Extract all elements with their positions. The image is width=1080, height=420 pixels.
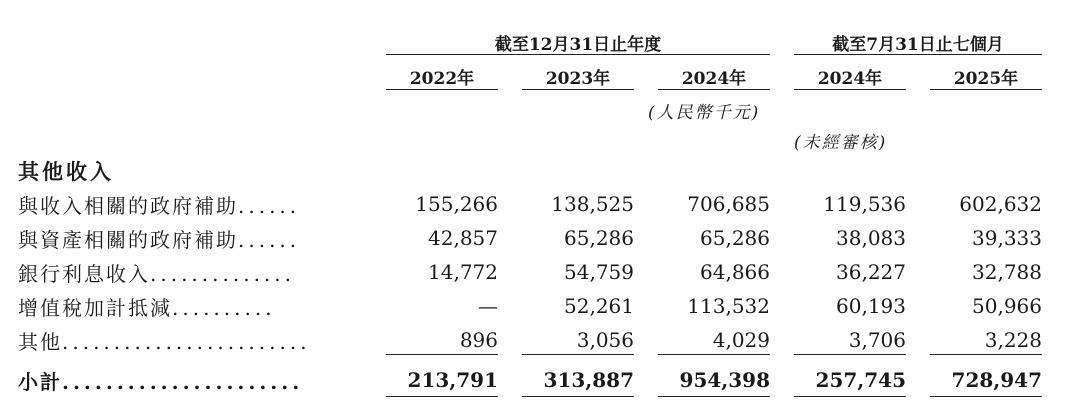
leader-dots: .............. (150, 262, 296, 286)
table-cell: 706,685 (687, 192, 770, 216)
table-cell: 3,056 (576, 328, 634, 352)
group-header-seven-months-rule (794, 54, 1042, 55)
group-header-fiscal-year: 截至12月31日止年度 (494, 35, 662, 55)
row-label-text: 與收入相關的政府補助 (18, 194, 238, 218)
subtotal-rule-top (658, 354, 770, 355)
table-cell: 113,532 (687, 294, 770, 318)
table-cell: — (478, 294, 498, 318)
table-cell: 54,759 (564, 260, 634, 284)
year-rule-1 (386, 89, 498, 90)
leader-dots: ...... (238, 194, 301, 218)
subtotal-rule-top (794, 354, 906, 355)
year-rule-4 (794, 89, 906, 90)
table-cell: 65,286 (700, 226, 770, 250)
year-rule-3 (658, 89, 770, 90)
group-header-fiscal-year-rule (386, 54, 770, 55)
leader-dots: .......... (172, 296, 276, 320)
table-cell: 3,228 (984, 328, 1042, 352)
section-title: 其他收入 (18, 159, 114, 184)
subtotal-rule-bottom (930, 396, 1042, 397)
leader-dots: ........................ (62, 330, 311, 354)
subtotal-rule-top (386, 354, 498, 355)
row-label-text: 銀行利息收入 (18, 262, 150, 286)
subtotal-cell: 257,745 (815, 368, 906, 392)
leader-dots: ...................... (62, 370, 304, 394)
table-cell: 155,266 (415, 192, 498, 216)
row-label-text: 增值稅加計抵減 (18, 296, 172, 320)
table-cell: 42,857 (428, 226, 498, 250)
row-label-vat-deduction (18, 292, 363, 321)
table-cell: 4,029 (712, 328, 770, 352)
table-cell: 36,227 (836, 260, 906, 284)
year-header-1: 2022年 (409, 69, 475, 89)
subtotal-cell: 954,398 (679, 368, 770, 392)
subtotal-rule-bottom (658, 396, 770, 397)
row-label-text: 小計 (18, 370, 62, 394)
row-label-subtotal (18, 366, 363, 395)
year-header-3: 2024年 (681, 69, 747, 89)
table-cell: 138,525 (551, 192, 634, 216)
row-label-bank-interest (18, 258, 363, 287)
row-label-revenue-grants (18, 190, 363, 219)
row-label-text: 與資產相關的政府補助 (18, 228, 238, 252)
row-label-others (18, 326, 363, 355)
year-header-5: 2025年 (953, 69, 1019, 89)
table-cell: 65,286 (564, 226, 634, 250)
subtotal-rule-bottom (794, 396, 906, 397)
subtotal-rule-top (522, 354, 634, 355)
table-cell: 50,966 (972, 294, 1042, 318)
subtotal-cell: 313,887 (543, 368, 634, 392)
year-rule-2 (522, 89, 634, 90)
table-cell: 32,788 (972, 260, 1042, 284)
table-cell: 39,333 (972, 226, 1042, 250)
table-cell: 60,193 (836, 294, 906, 318)
table-cell: 52,261 (564, 294, 634, 318)
year-rule-5 (930, 89, 1042, 90)
table-cell: 896 (459, 328, 498, 352)
table-cell: 64,866 (700, 260, 770, 284)
subtotal-cell: 213,791 (407, 368, 498, 392)
table-cell: 119,536 (823, 192, 906, 216)
year-header-2: 2023年 (545, 69, 611, 89)
table-cell: 3,706 (848, 328, 906, 352)
row-label-text: 其他 (18, 330, 62, 354)
subtotal-rule-bottom (386, 396, 498, 397)
subtotal-cell: 728,947 (951, 368, 1042, 392)
year-header-4: 2024年 (817, 69, 883, 89)
row-label-asset-grants (18, 224, 363, 253)
group-header-seven-months: 截至7月31日止七個月 (832, 35, 1004, 55)
unaudited-note: (未經審核) (794, 133, 888, 153)
subtotal-rule-top (930, 354, 1042, 355)
unit-note: (人民幣千元) (648, 103, 761, 123)
leader-dots: ...... (238, 228, 301, 252)
subtotal-rule-bottom (522, 396, 634, 397)
table-cell: 14,772 (428, 260, 498, 284)
table-cell: 38,083 (836, 226, 906, 250)
table-cell: 602,632 (959, 192, 1042, 216)
